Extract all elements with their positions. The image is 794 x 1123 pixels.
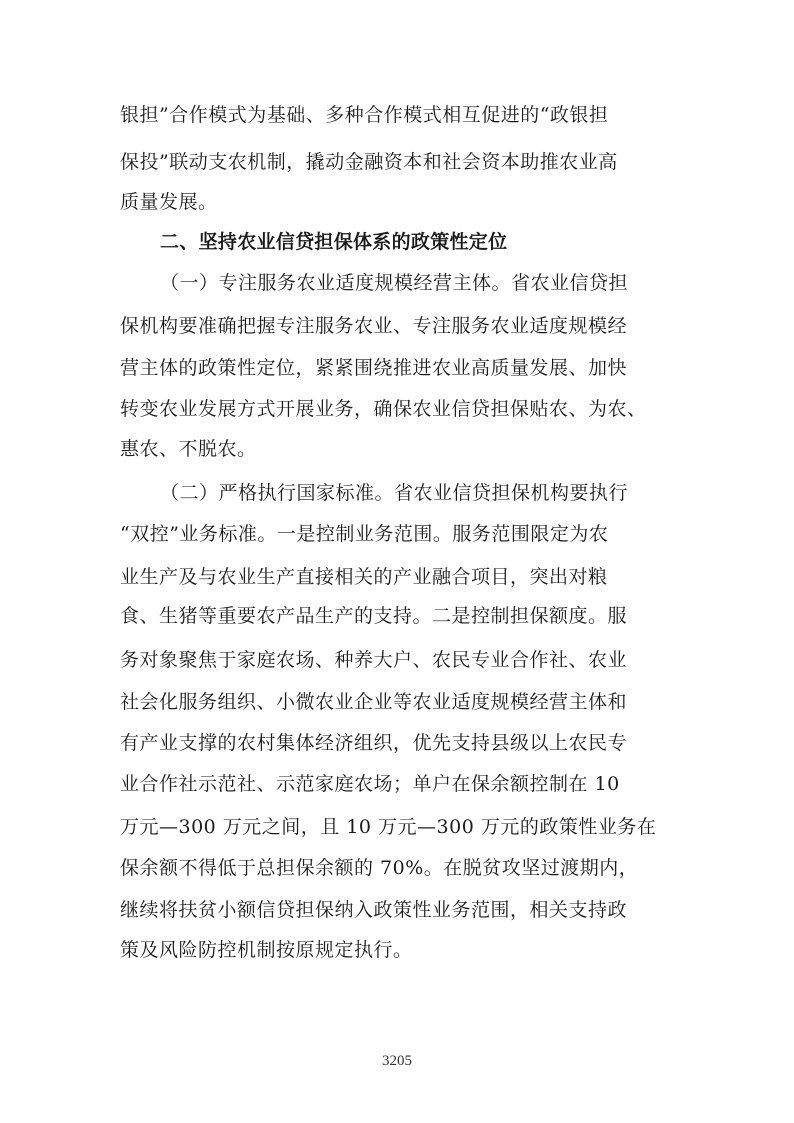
paragraph-first-line: （一）专注服务农业适度规模经营主体。省农业信贷担 [160,272,629,294]
body-text-line: 食、生猪等重要农产品生产的支持。二是控制担保额度。服 [120,605,628,627]
body-text-line: 营主体的政策性定位，紧紧围绕推进农业高质量发展、加快 [120,357,628,379]
body-text-line: 保投”联动支农机制，撬动金融资本和社会资本助推农业高 [120,151,618,173]
section-heading: 二、坚持农业信贷担保体系的政策性定位 [160,231,508,253]
body-text-line: 质量发展。 [120,191,218,213]
body-text-line: “双控”业务标准。一是控制业务范围。服务范围限定为农 [120,523,609,545]
body-text-line: 有产业支撑的农村集体经济组织，优先支持县级以上农民专 [120,732,628,754]
body-text-line: 务对象聚焦于家庭农场、种养大户、农民专业合作社、农业 [120,649,628,671]
body-text-line: 银担”合作模式为基础、多种合作模式相互促进的“政银担 [120,104,609,126]
body-text-line: 惠农、不脱农。 [120,438,257,460]
body-text-line: 社会化服务组织、小微农业企业等农业适度规模经营主体和 [120,691,628,713]
body-text-line: 策及风险防控机制按原规定执行。 [120,939,413,961]
body-text-line: 继续将扶贫小额信贷担保纳入政策性业务范围，相关支持政 [120,899,628,921]
body-text-line: 转变农业发展方式开展业务，确保农业信贷担保贴农、为农、 [120,398,647,420]
body-text-line: 业合作社示范社、示范家庭农场；单户在保余额控制在 10 [120,773,620,795]
body-text-line: 保余额不得低于总担保余额的 70%。在脱贫攻坚过渡期内， [120,857,639,879]
body-text-line: 万元—300 万元之间，且 10 万元—300 万元的政策性业务在 [120,816,657,838]
page-number: 3205 [382,1053,412,1069]
paragraph-first-line: （二）严格执行国家标准。省农业信贷担保机构要执行 [160,482,629,504]
body-text-line: 业生产及与农业生产直接相关的产业融合项目，突出对粮 [120,566,608,588]
body-text-line: 保机构要准确把握专注服务农业、专注服务农业适度规模经 [120,315,628,337]
